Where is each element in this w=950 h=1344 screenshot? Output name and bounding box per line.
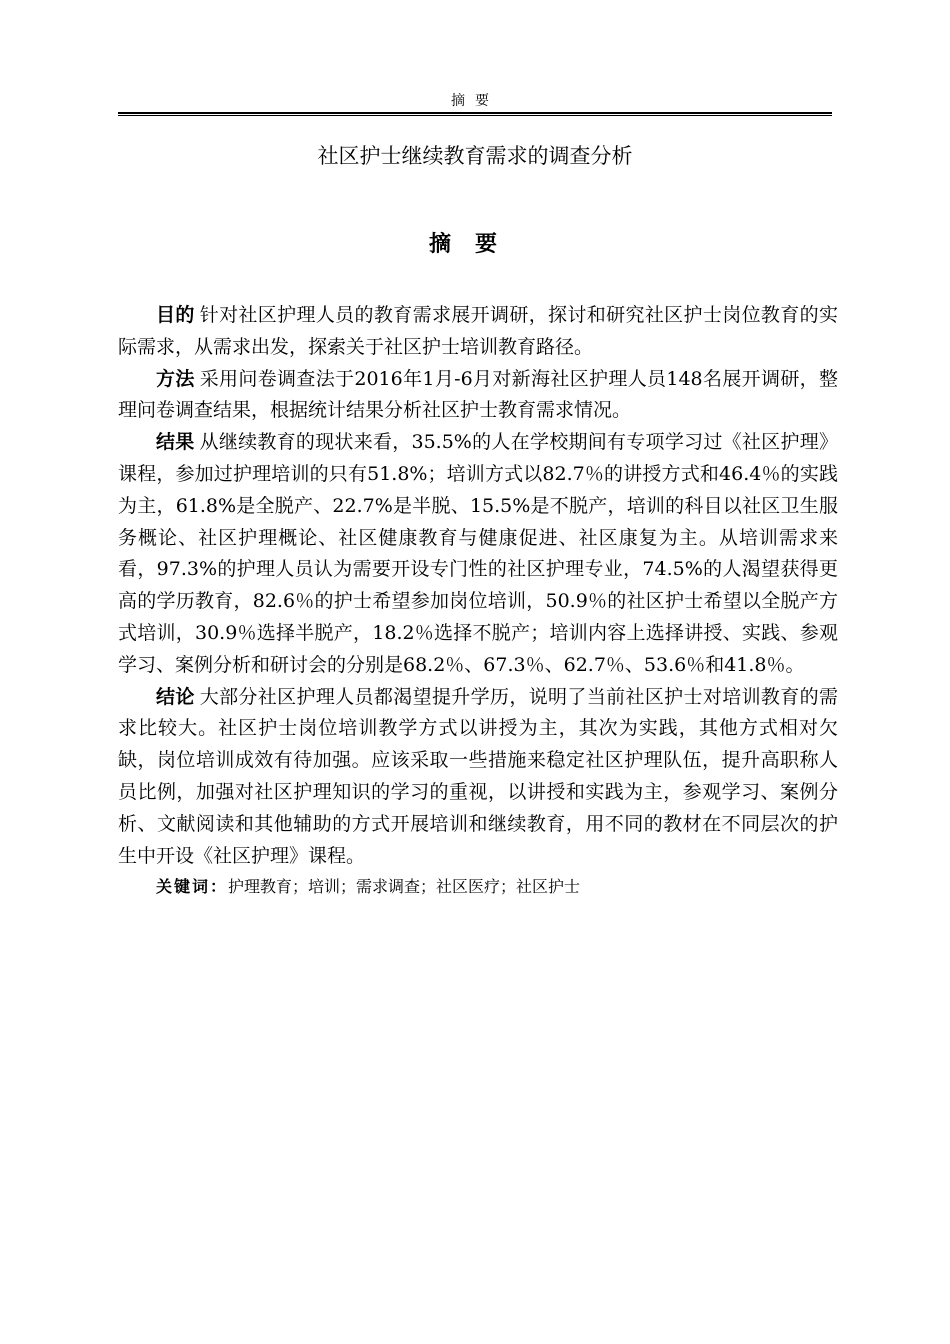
section-label-methods: 方法	[156, 367, 195, 390]
header-rule	[118, 112, 832, 114]
section-text-conclusion: 大部分社区护理人员都渴望提升学历，说明了当前社区护士对培训教育的需求比较大。社区护士岗位培训教学方式以讲授为主，其次为实践，其他方式相对欠缺，岗位培训成效有待加强。应该采取一些措施来稳定社区护理队伍，提升高职称人员比例，加强对社区护理知识的学习的重视，以讲授和实践为主，参观学习、案例分析、文献阅读和其他辅助的方式开展培训和继续教育，用不同的教材在不同层次的护生中开设《社区护理》课程。	[118, 685, 838, 867]
section-text-objective: 针对社区护理人员的教育需求展开调研，探讨和研究社区护士岗位教育的实际需求，从需求出发，探索关于社区护士培训教育路径。	[118, 304, 838, 358]
section-label-conclusion: 结论	[156, 685, 195, 708]
header-rule-secondary	[118, 115, 832, 116]
abstract-section-results	[118, 427, 838, 681]
paper-title: 社区护士继续教育需求的调查分析	[317, 144, 633, 168]
abstract-body	[118, 300, 838, 900]
section-text-methods: 采用问卷调查法于2016年1月-6月对新海社区护理人员148名展开调研，整理问卷调查结果，根据统计结果分析社区护士教育需求情况。	[118, 367, 838, 422]
keywords-label: 关键词：	[156, 877, 229, 897]
section-label-objective: 目的	[156, 304, 195, 326]
abstract-section-methods	[118, 364, 838, 428]
keywords-text: 护理教育；培训；需求调查；社区医疗；社区护士	[228, 877, 581, 897]
section-label-results: 结果	[156, 431, 195, 454]
abstract-heading: 摘要	[428, 232, 521, 257]
keywords-line	[118, 874, 838, 900]
abstract-section-objective	[118, 300, 838, 364]
running-header: 摘要	[451, 93, 499, 109]
abstract-section-conclusion	[118, 682, 838, 873]
section-text-results: 从继续教育的现状来看，35.5%的人在学校期间有专项学习过《社区护理》课程，参加过护理培训的只有51.8%；培训方式以82.7％的讲授方式和46.4％的实践为主，61.8%是全脱产、22.7%是半脱、15.5%是不脱产，培训的科目以社区卫生服务概论、社区护理概论、社区健康教育与健康促进、社区康复为主。从培训需求来看，97.3%的护理人员认为需要开设专门性的社区护理专业，74.5%的人渴望获得更高的学历教育，82.6％的护士希望参加岗位培训，50.9％的社区护士希望以全脱产方式培训，30.9％选择半脱产，18.2％选择不脱产；培训内容上选择讲授、实践、参观学习、案例分析和研讨会的分别是68.2％、67.3％、62.7％、53.6％和41.8％。	[118, 431, 838, 676]
